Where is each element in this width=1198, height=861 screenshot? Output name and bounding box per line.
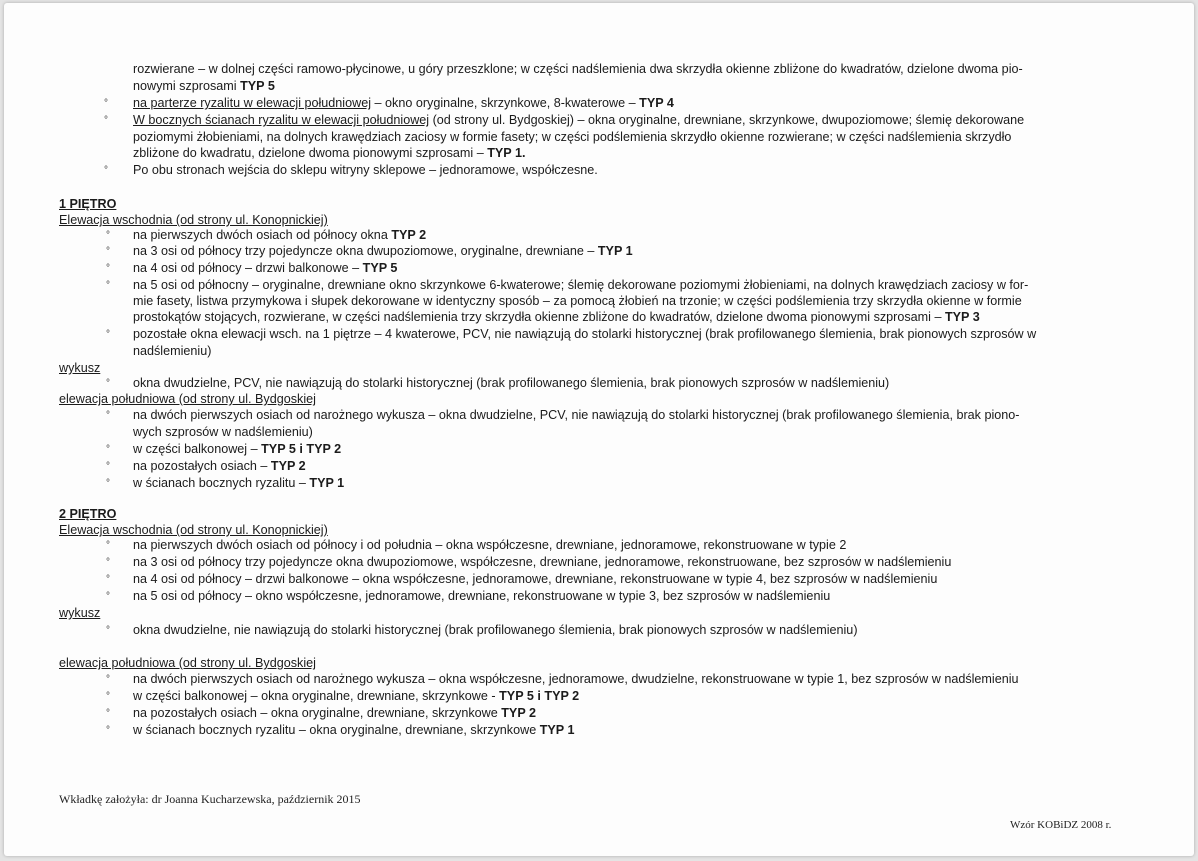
list-item (133, 671, 1019, 688)
text-span: (od strony ul. Bydgoskiej) – okna oryginalne, drewniane, skrzynkowe, dwupoziomowe; ślemię dekorowane (429, 113, 1025, 127)
list-item (133, 407, 1019, 424)
list-item (133, 722, 574, 739)
text-span: na 3 osi od północy trzy pojedyncze okna dwupoziomowe, oryginalne, drewniane – (133, 244, 598, 258)
bullet-icon: ° (106, 246, 110, 257)
bullet-icon: ° (106, 444, 110, 455)
bullet-icon: ° (106, 410, 110, 421)
text-span: zbliżone do kwadratu, dzielone dwoma pionowymi szprosami – (133, 146, 488, 160)
bullet-icon: ° (106, 478, 110, 489)
subsection-heading: elewacja południowa (od strony ul. Bydgoskiej (59, 656, 316, 670)
text-span: na 4 osi od północy – drzwi balkonowe – (133, 261, 363, 275)
bullet-icon: ° (106, 557, 110, 568)
list-item (133, 705, 536, 722)
text-span: na 3 osi od północy trzy pojedyncze okna dwupoziomowe, współczesne, drewniane, jednoramowe, rekonstruowane, bez szprosów w nadślemieniu (133, 555, 952, 569)
text-span: na 5 osi od północy – okno współczesne, jednoramowe, drewniane, rekonstruowane w typie 3, bez szprosów w nadślemieniu (133, 589, 831, 603)
text-line (133, 293, 1022, 310)
underlined-span: W bocznych ścianach ryzalitu w elewacji południowej (133, 113, 430, 127)
list-item (133, 441, 341, 458)
text-span: na dwóch pierwszych osiach od narożnego wykusza – okna współczesne, jednoramowe, dwudzielne, rekonstruowane w typie 1, bez szprosów w nadślemieniu (133, 672, 1019, 686)
text-span: Po obu stronach wejścia do sklepu witryny sklepowe – jednoramowe, współczesne. (133, 163, 598, 177)
section-heading: 2 PIĘTRO (59, 507, 117, 521)
list-item (133, 588, 830, 605)
type-label: TYP 1 (539, 723, 575, 737)
text-span: na pierwszych dwóch osiach od północy i od południa – okna współczesne, drewniane, jednoramowe, rekonstruowane w typie 2 (133, 538, 847, 552)
list-item (133, 554, 951, 571)
text-line (133, 145, 525, 162)
text-span: nadślemieniu) (133, 344, 212, 358)
type-label: TYP 1 (597, 244, 633, 258)
type-label: TYP 1 (309, 476, 345, 490)
subsection-heading: wykusz (59, 606, 101, 620)
bullet-icon: ° (104, 165, 108, 176)
list-item (133, 475, 344, 492)
text-span: okna dwudzielne, nie nawiązują do stolarki historycznej (brak profilowanego ślemienia, brak pionowych szprosów w nadślemieniu) (133, 623, 858, 637)
document-sheet (4, 3, 1194, 856)
bullet-icon: ° (106, 708, 110, 719)
list-item (133, 243, 633, 260)
section-heading: 1 PIĘTRO (59, 197, 117, 211)
list-item (133, 375, 889, 392)
list-item (133, 326, 1036, 343)
type-label: TYP 5 (240, 79, 275, 93)
text-span: – okno oryginalne, skrzynkowe, 8-kwaterowe – (371, 96, 640, 110)
list-item (133, 458, 306, 475)
text-span: w ścianach bocznych ryzalitu – okna oryginalne, drewniane, skrzynkowe (133, 723, 540, 737)
text-line (133, 61, 1023, 78)
author-note: Wkładkę założyła: dr Joanna Kucharzewska, październik 2015 (59, 792, 361, 806)
type-label: TYP 5 i TYP 2 (261, 442, 342, 456)
text-line (133, 309, 980, 326)
bullet-icon: ° (104, 98, 108, 109)
bullet-icon: ° (106, 540, 110, 551)
underlined-span: na parterze ryzalitu w elewacji południowej (133, 96, 372, 110)
bullet-icon: ° (106, 691, 110, 702)
list-item (133, 688, 579, 705)
subsection-heading: Elewacja wschodnia (od strony ul. Konopnickiej) (59, 523, 328, 537)
text-line (133, 129, 1011, 146)
bullet-icon: ° (106, 280, 110, 291)
type-label: TYP 1. (487, 146, 526, 160)
subsection-heading: wykusz (59, 361, 101, 375)
document-body (4, 3, 1194, 856)
text-span: mie fasety, listwa przymykowa i słupek dekorowane w identyczny sposób – za pomocą żłobień na trzonie; w części podślemienia trzy skrzydła okienne w formie (133, 294, 1022, 308)
list-item (133, 537, 846, 554)
type-label: TYP 5 (362, 261, 398, 275)
bullet-icon: ° (104, 115, 108, 126)
text-span: wych szprosów w nadślemieniu) (133, 425, 313, 439)
text-span: na 4 osi od północy – drzwi balkonowe – okna współczesne, jednoramowe, drewniane, rekonstruowane w typie 4, bez szprosów w nadślemieniu (133, 572, 938, 586)
type-label: TYP 3 (944, 310, 980, 324)
text-line (133, 424, 313, 441)
bullet-icon: ° (106, 461, 110, 472)
list-item (133, 227, 426, 244)
bullet-icon: ° (106, 378, 110, 389)
list-item (133, 162, 598, 179)
text-span: nowymi szprosami (133, 79, 241, 93)
text-span: w ścianach bocznych ryzalitu – (133, 476, 310, 490)
list-item (133, 571, 937, 588)
text-span: w części balkonowej – (133, 442, 262, 456)
text-line (133, 78, 275, 95)
bullet-icon: ° (106, 591, 110, 602)
type-label: TYP 2 (391, 228, 427, 242)
text-span: prostokątów stojących, rozwierane, w części nadślemienia trzy skrzydła okienne zbliżone do kwadratów, dzielone dwoma pionowymi szprosami – (133, 310, 945, 324)
text-span: na 5 osi od północny – oryginalne, drewniane okno skrzynkowe 6-kwaterowe; ślemię dekorowane poziomymi żłobieniami, na dolnych krawędziach zaciosy w for- (133, 278, 1029, 292)
type-label: TYP 4 (639, 96, 674, 110)
type-label: TYP 2 (270, 459, 306, 473)
text-span: rozwierane – w dolnej części ramowo-płycinowe, u góry przeszklone; w części nadślemienia dwa skrzydła okienne zbliżone do kwadratów, dzielone dwoma pio- (133, 62, 1023, 76)
text-span: na pierwszych dwóch osiach od północy okna (133, 228, 392, 242)
text-span: pozostałe okna elewacji wsch. na 1 piętrze – 4 kwaterowe, PCV, nie nawiązują do stolarki historycznej (brak profilowanego ślemienia, brak pionowych szprosów w (133, 327, 1037, 341)
list-item (133, 260, 397, 277)
text-span: w części balkonowej – okna oryginalne, drewniane, skrzynkowe - (133, 689, 500, 703)
type-label: TYP 2 (501, 706, 537, 720)
text-span: okna dwudzielne, PCV, nie nawiązują do stolarki historycznej (brak profilowanego ślemienia, brak pionowych szprosów w nadślemieniu) (133, 376, 890, 390)
list-item (133, 112, 1024, 129)
template-note: Wzór KOBiDZ 2008 r. (1010, 819, 1112, 831)
list-item (133, 95, 674, 112)
bullet-icon: ° (106, 230, 110, 241)
bullet-icon: ° (106, 329, 110, 340)
bullet-icon: ° (106, 263, 110, 274)
list-item (133, 277, 1028, 294)
subsection-heading: elewacja południowa (od strony ul. Bydgoskiej (59, 392, 316, 406)
bullet-icon: ° (106, 674, 110, 685)
text-span: poziomymi żłobieniami, na dolnych krawędziach zaciosy w formie fasety; w części podślemienia skrzydło okienne rozwierane; w części nadślemienia skrzydło (133, 130, 1012, 144)
text-span: na pozostałych osiach – (133, 459, 271, 473)
text-span: na pozostałych osiach – okna oryginalne, drewniane, skrzynkowe (133, 706, 502, 720)
bullet-icon: ° (106, 625, 110, 636)
type-label: TYP 5 i TYP 2 (499, 689, 580, 703)
subsection-heading: Elewacja wschodnia (od strony ul. Konopnickiej) (59, 213, 328, 227)
text-line (133, 343, 211, 360)
text-span: na dwóch pierwszych osiach od narożnego wykusza – okna dwudzielne, PCV, nie nawiązują do stolarki historycznej (brak profilowanego ślemienia, brak piono- (133, 408, 1020, 422)
bullet-icon: ° (106, 574, 110, 585)
list-item (133, 622, 858, 639)
bullet-icon: ° (106, 725, 110, 736)
